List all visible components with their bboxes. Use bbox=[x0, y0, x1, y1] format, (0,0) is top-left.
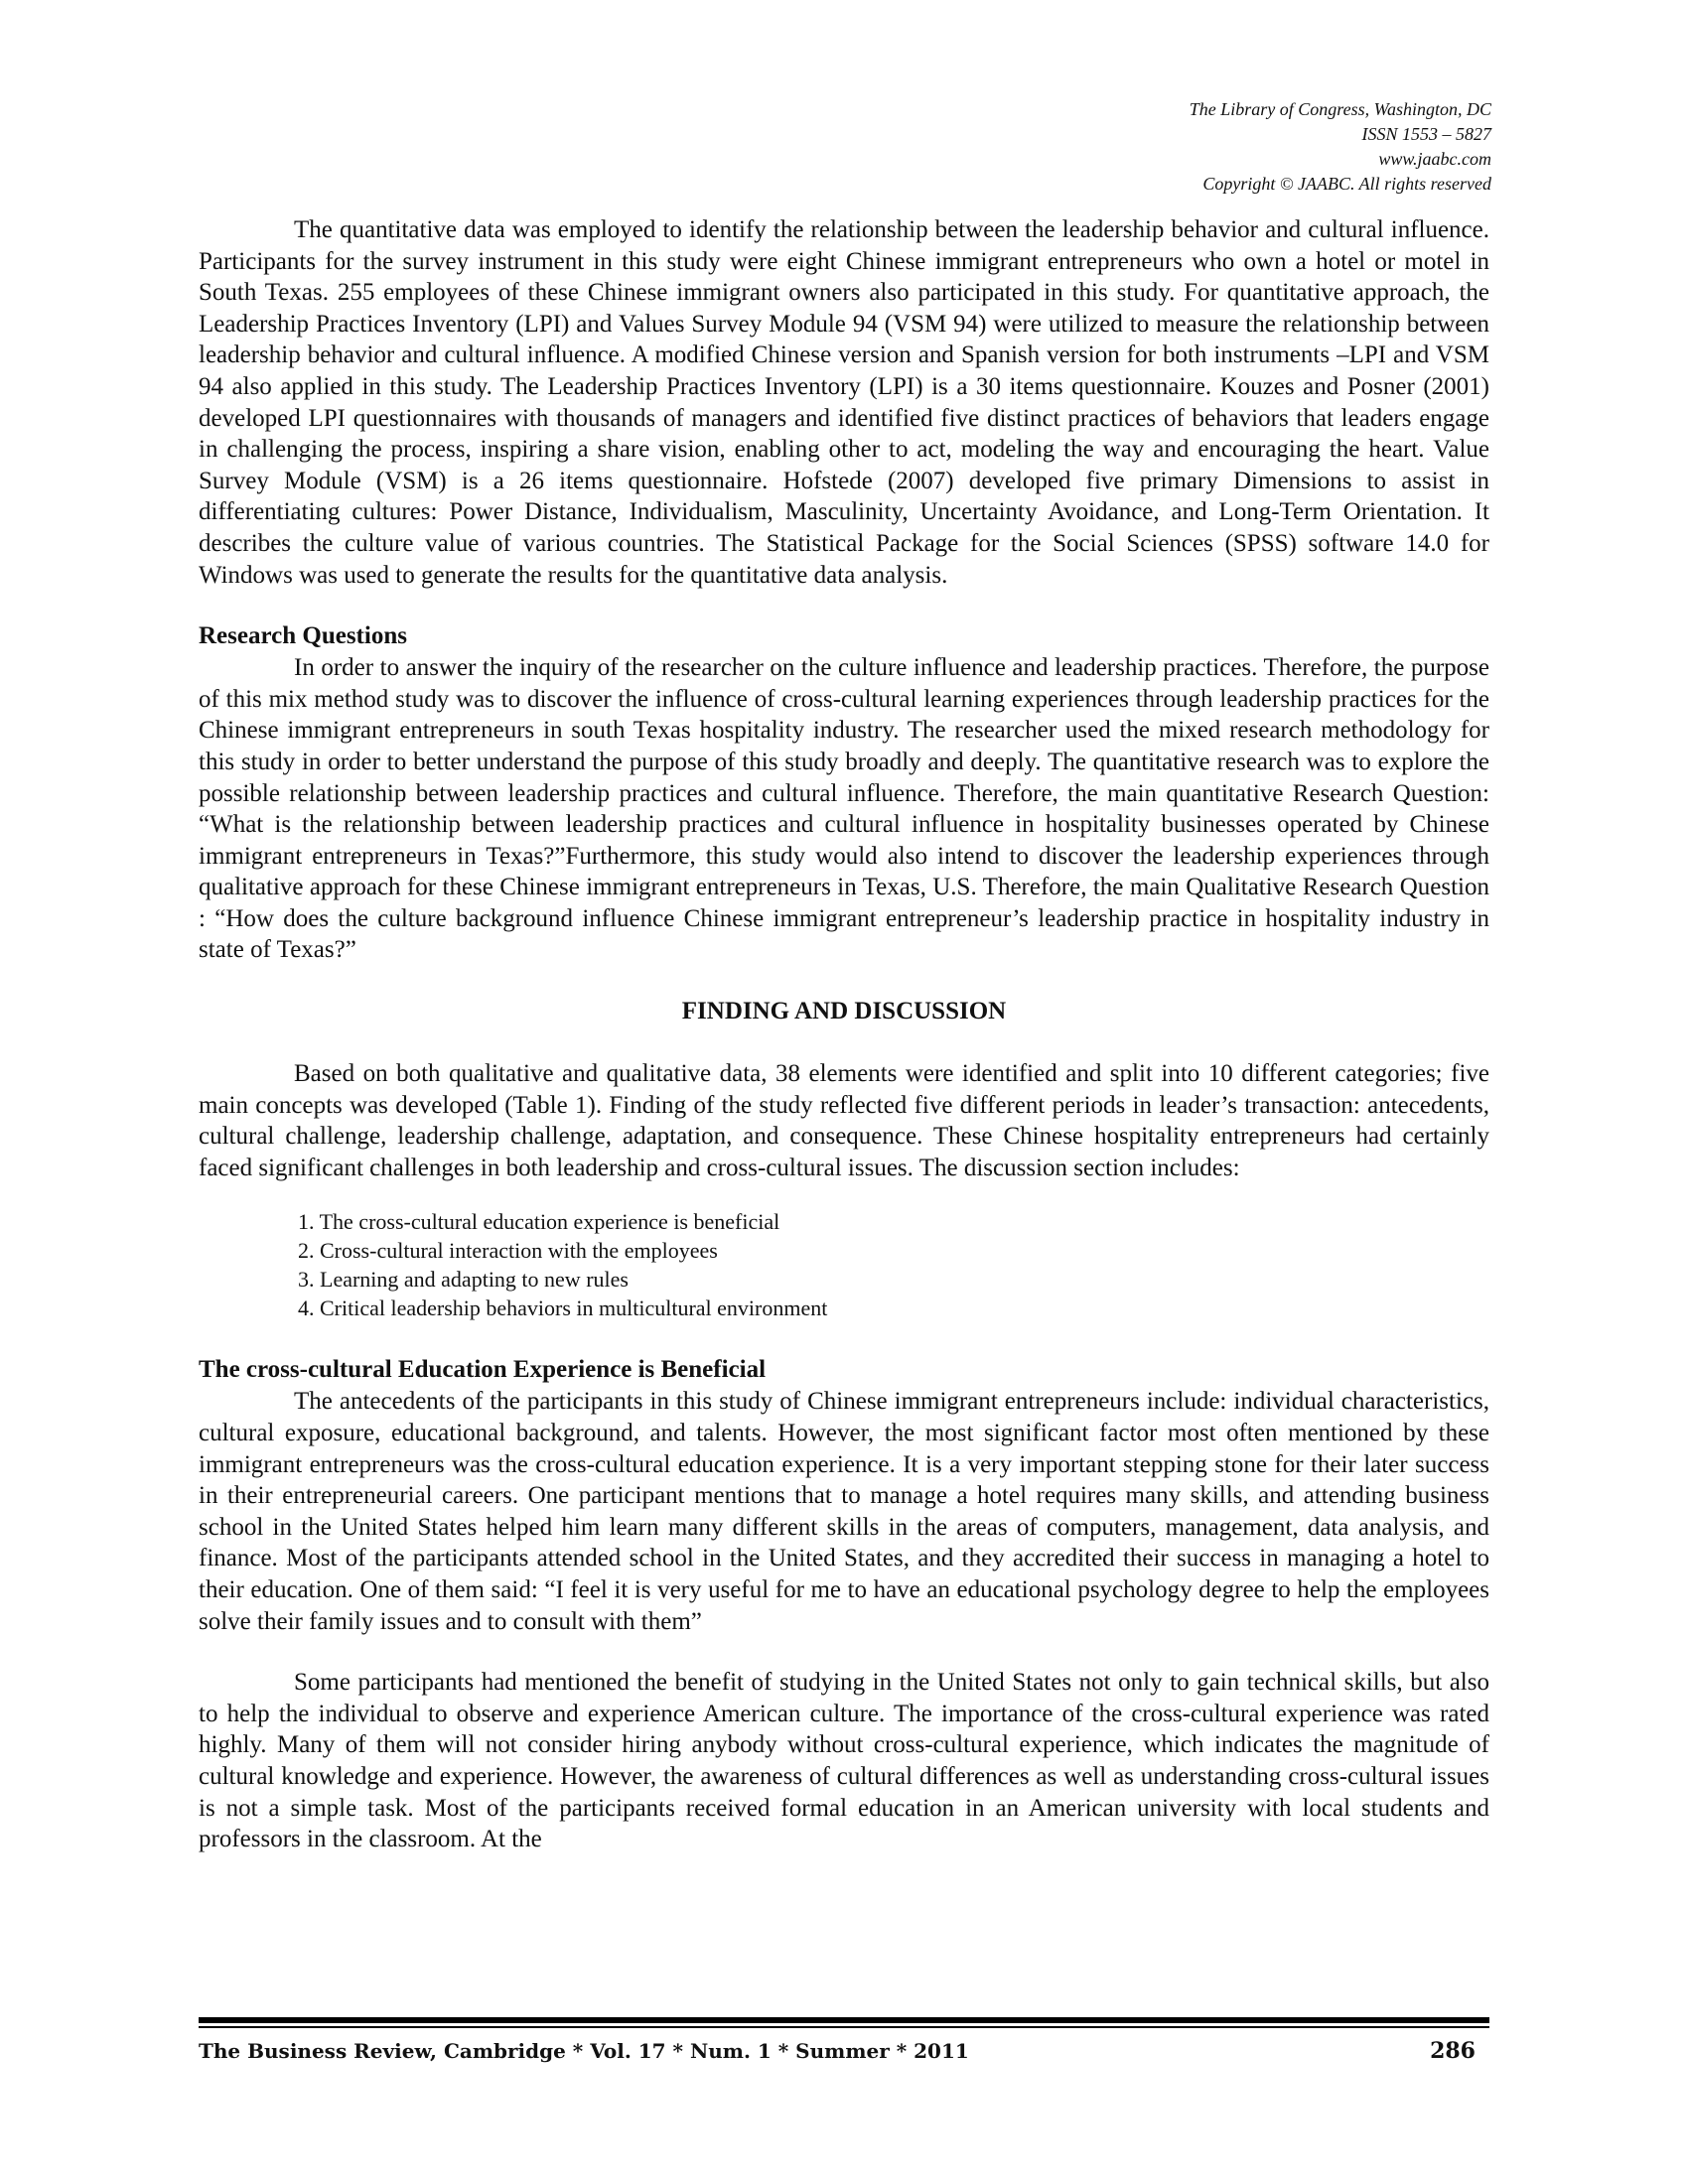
header-issn: ISSN 1553 – 5827 bbox=[1361, 124, 1491, 144]
footer-rule-thin bbox=[199, 2026, 1489, 2028]
list-item: 2. Cross-cultural interaction with the employees bbox=[298, 1238, 718, 1264]
research-questions-heading: Research Questions bbox=[199, 622, 407, 650]
methods-paragraph: The quantitative data was employed to identify the relationship between the leadership behavior and cultural influence. Participants for the survey instrument in this study were eight Chinese immigrant entrepreneurs who own a hotel or motel in South Texas. 255 employees of these Chinese immigrant owners also participated in this study. For quantitative approach, the Leadership Practices Inventory (LPI) and Values Survey Module 94 (VSM 94) were utilized to measure the relationship between leadership behavior and cultural influence. A modified Chinese version and Spanish version for both instruments –LPI and VSM 94 also applied in this study. The Leadership Practices Inventory (LPI) is a 30 items questionnaire. Kouzes and Posner (2001) developed LPI questionnaires with thousands of managers and identified five distinct practices of behaviors that leaders engage in challenging the process, inspiring a share vision, enabling other to act, modeling the way and encouraging the heart. Value Survey Module (VSM) is a 26 items questionnaire. Hofstede (2007) developed five primary Dimensions to assist in differentiating cultures: Power Distance, Individualism, Masculinity, Uncertainty Avoidance, and Long-Term Orientation. It describes the culture value of various countries. The Statistical Package for the Social Sciences (SPSS) software 14.0 for Windows was used to generate the results for the quantitative data analysis. bbox=[199, 216, 1489, 589]
list-item: 3. Learning and adapting to new rules bbox=[298, 1267, 629, 1293]
footer-journal: The Business Review, Cambridge * Vol. 17 * Num. 1 * Summer * 2011 bbox=[199, 2039, 969, 2063]
page-header bbox=[1190, 97, 1491, 197]
page-number: 286 bbox=[1430, 2038, 1476, 2064]
list-item: 1. The cross-cultural education experience is beneficial bbox=[298, 1209, 780, 1235]
page-footer bbox=[199, 2017, 1489, 2064]
discussion-list bbox=[199, 1207, 1489, 1322]
list-item: 4. Critical leadership behaviors in multicultural environment bbox=[298, 1296, 828, 1321]
finding-discussion-heading: FINDING AND DISCUSSION bbox=[681, 998, 1007, 1025]
research-questions-paragraph: In order to answer the inquiry of the researcher on the culture influence and leadership practices. Therefore, the purpose of this mix method study was to discover the influence of cross-cultural learning experiences through leadership practices for the Chinese immigrant entrepreneurs in south Texas hospitality industry. The researcher used the mixed research methodology for this study in order to better understand the purpose of this study broadly and deeply. The quantitative research was to explore the possible relationship between leadership practices and cultural influence. Therefore, the main quantitative Research Question: “What is the relationship between leadership practices and cultural influence in hospitality businesses operated by Chinese immigrant entrepreneurs in Texas?”Furthermore, this study would also intend to discover the leadership experiences through qualitative approach for these Chinese immigrant entrepreneurs in Texas, U.S. Therefore, the main Qualitative Research Question : “How does the culture background influence Chinese immigrant entrepreneur’s leadership practice in hospitality industry in state of Texas?” bbox=[199, 654, 1489, 964]
header-copyright: Copyright © JAABC. All rights reserved bbox=[1202, 174, 1491, 194]
education-paragraph: The antecedents of the participants in this study of Chinese immigrant entrepreneurs include: individual characteristics, cultural exposure, educational background, and talents. However, the most significant factor most often mentioned by these immigrant entrepreneurs was the cross-cultural education experience. It is a very important stepping stone for their later success in their entrepreneurial careers. One participant mentions that to manage a hotel requires many skills, and attending business school in the United States helped him learn many different skills in the areas of computers, management, data analysis, and finance. Most of the participants attended school in the United States, and they accredited their success in managing a hotel to their education. One of them said: “I feel it is very useful for me to have an educational psychology degree to help the employees solve their family issues and to consult with them” bbox=[199, 1388, 1489, 1635]
beneficial-heading: The cross-cultural Education Experience is Beneficial bbox=[199, 1356, 767, 1384]
footer-row bbox=[199, 2038, 1489, 2064]
article-body bbox=[199, 214, 1489, 1855]
header-publisher: The Library of Congress, Washington, DC bbox=[1189, 99, 1491, 119]
header-website: www.jaabc.com bbox=[1378, 149, 1491, 169]
benefit-paragraph: Some participants had mentioned the benefit of studying in the United States not only to gain technical skills, but also to help the individual to observe and experience American culture. The importance of the cross-cultural experience was rated highly. Many of them will not consider hiring anybody without cross-cultural experience, which indicates the magnitude of cultural knowledge and experience. However, the awareness of cultural differences as well as understanding cross-cultural issues is not a simple task. Most of the participants received formal education in an American university with local students and professors in the classroom. At the bbox=[199, 1669, 1489, 1853]
finding-paragraph: Based on both qualitative and qualitative data, 38 elements were identified and split into 10 different categories; five main concepts was developed (Table 1). Finding of the study reflected five different periods in leader’s transaction: antecedents, cultural challenge, leadership challenge, adaptation, and consequence. These Chinese hospitality entrepreneurs had certainly faced significant challenges in both leadership and cross-cultural issues. The discussion section includes: bbox=[199, 1060, 1489, 1181]
footer-rule-thick bbox=[199, 2017, 1489, 2023]
